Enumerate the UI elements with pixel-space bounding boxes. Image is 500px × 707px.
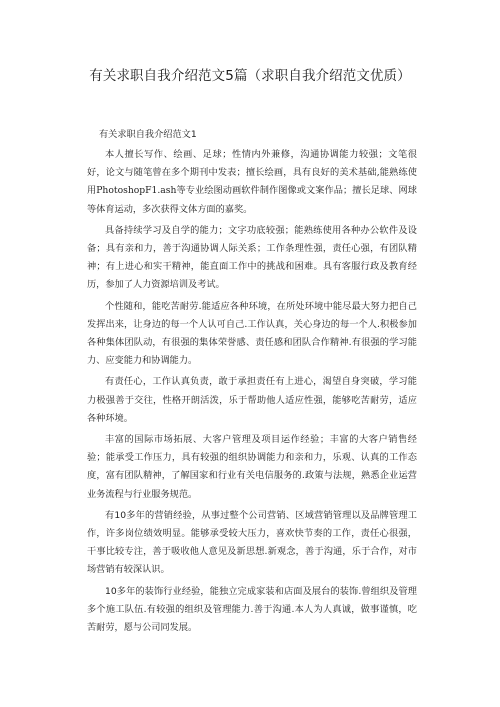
paragraph-skills: 本人擅长写作、绘画、足球；性情内外兼修，沟通协调能力较强；文笔很好，论文与随笔曾在多个期刊中发表；擅长绘画，具有良好的美术基础,能熟练使用PhotoshopF1.ash等专业绘图动画软件制作图像或文案作品；擅长足球、网球等体育运动，多次获得文体方面的嘉奖。 <box>87 149 417 215</box>
section-heading: 有关求职自我介绍范文1 <box>99 129 197 140</box>
paragraph-personality: 个性随和，能吃苦耐劳.能适应各种环境，在所处环境中能尽最大努力把自己发挥出来，让身边的每一个人认可自己.工作认真，关心身边的每一个人.积极参加各种集体团队动，有很强的集体荣誉感、责任感和团队合作精神.有很强的学习能力、应变能力和协调能力。 <box>87 300 417 367</box>
paragraph-marketing-experience: 有10多年的营销经验，从事过整个公司营销、区域营销管理以及品牌管理工作，许多岗位绩效明显。能够承受较大压力，喜欢快节奏的工作，责任心很强，干事比较专注，善于吸收他人意见及新思想.新观念，善于沟通，乐于合作，对市场营销有较深认识。 <box>87 509 417 576</box>
paragraph-decoration-experience: 10多年的装饰行业经验，能独立完成家装和店面及展台的装饰.曾组织及管理多个施工队伍.有较强的组织及管理能力.善于沟通.本人为人真诚，做事谨慎，吃苦耐劳，愿与公司同发展。 <box>87 585 417 634</box>
paragraph-abilities: 具备持续学习及自学的能力；文字功底较强；能熟练使用各种办公软件及设备；具有亲和力，善于沟通协调人际关系；工作条理性强，责任心强，有团队精神；有上进心和实干精神，能直面工作中的挑战和困难。具有客服行政及教育经历，参加了人力资源培训及考试。 <box>87 224 417 291</box>
paragraph-responsibility: 有责任心，工作认真负责，敢于承担责任有上进心，渴望自身突破，学习能力极强善于交往，性格开朗活泼，乐于帮助他人适应性强，能够吃苦耐劳，适应各种环境。 <box>87 376 417 424</box>
document-title: 有关求职自我介绍范文5篇（求职自我介绍范文优质） <box>89 68 411 84</box>
paragraph-market-experience: 丰富的国际市场拓展、大客户管理及项目运作经验；丰富的大客户销售经验；能承受工作压力，具有较强的组织协调能力和亲和力，乐观、认真的工作态度，富有团队精神，了解国家和行业有关电信服务的.政策与法规，熟悉企业运营业务流程与行业服务规范。 <box>87 434 417 500</box>
document-body <box>87 126 417 640</box>
